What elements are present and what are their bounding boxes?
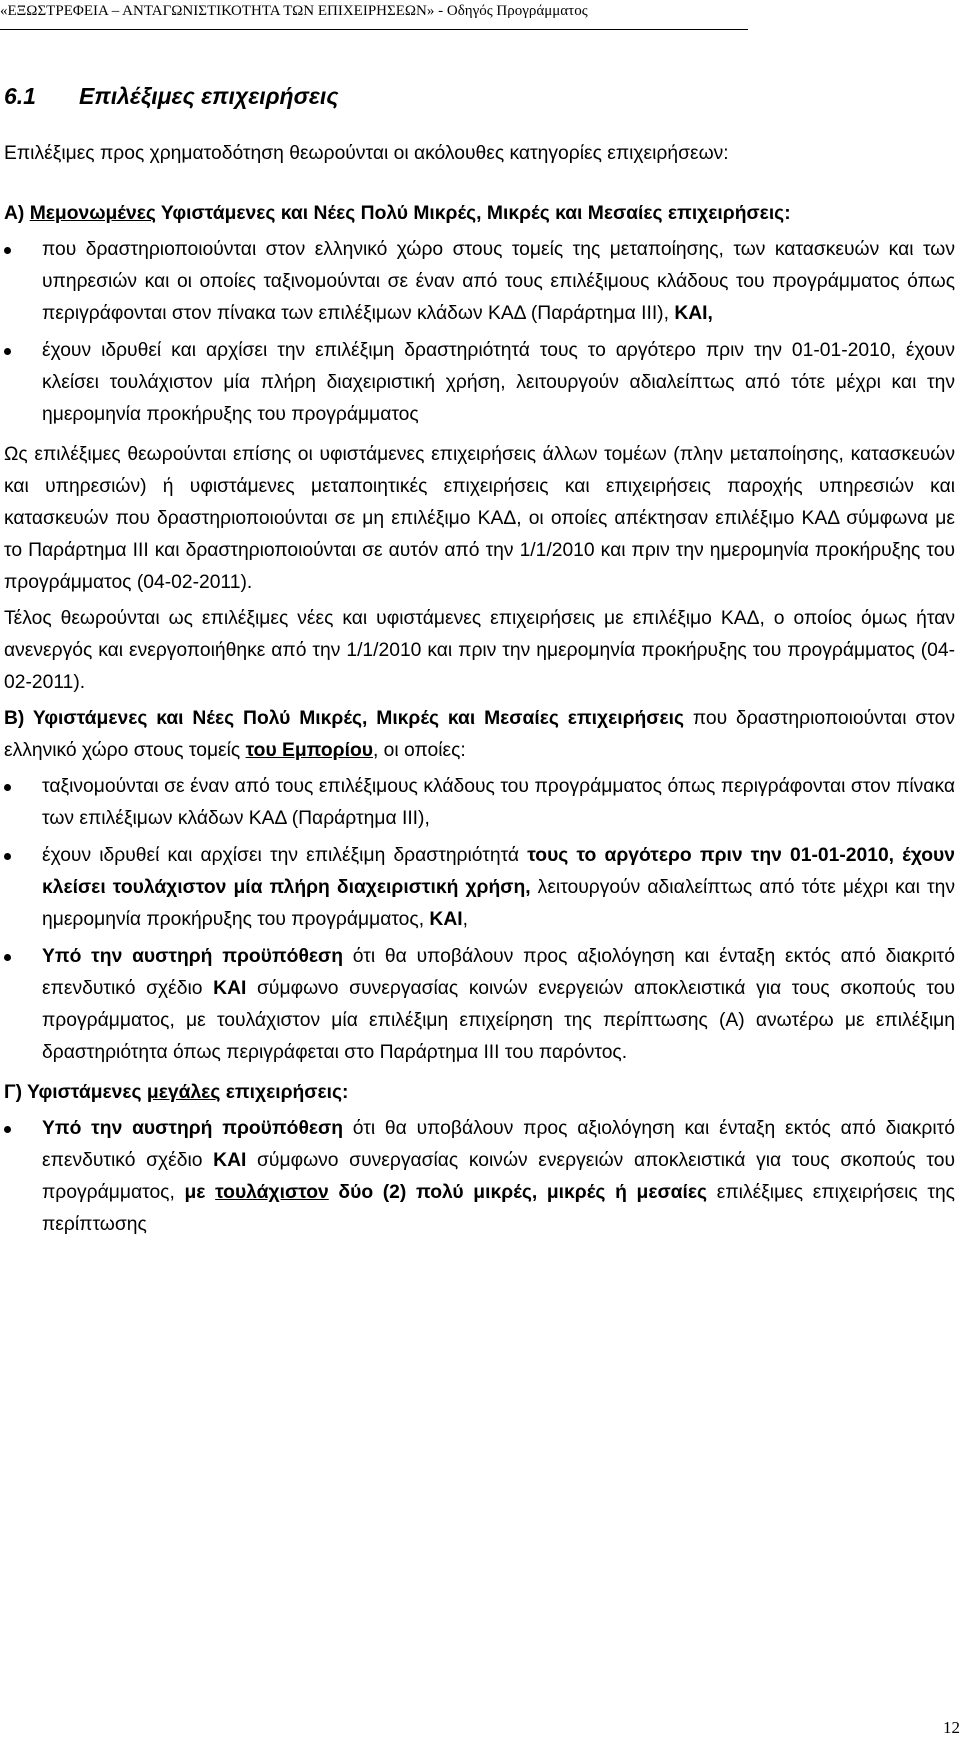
category-c-list — [0, 1113, 955, 1241]
list-item: έχουν ιδρυθεί και αρχίσει την επιλέξιμη δραστηριότητά τους το αργότερο πριν την 01-01-2010, έχουν κλείσει τουλάχιστον μία πλήρη διαχειριστική χρήση, λειτουργούν αδιαλείπτως από τότε μέχρι και την ημερομηνία προκήρυξης του προγράμματος — [0, 335, 955, 431]
category-a-underlined: Μεμονωμένες — [29, 203, 156, 224]
list-item: που δραστηριοποιούνται στον ελληνικό χώρο στους τομείς της μεταποίησης, των κατασκευών και των υπηρεσιών και οι οποίες ταξινομούνται σε έναν από τους επιλέξιμους κλάδους του προγράμματος όπως περιγράφονται στον πίνακα των επιλέξιμων κλάδων ΚΑΔ (Παράρτημα ΙΙΙ), ΚΑΙ, — [0, 234, 955, 330]
category-a-paragraph-2: Τέλος θεωρούνται ως επιλέξιμες νέες και υφιστάμενες επιχειρήσεις με επιλέξιμο ΚΑΔ, ο οποίος όμως ήταν ανενεργός και ενεργοποιήθηκε από την 1/1/2010 και πριν την ημερομηνία προκήρυξης του προγράμματος (04-02-2011). — [4, 608, 955, 693]
section-number: 6.1 — [4, 83, 36, 109]
intro-paragraph: Επιλέξιμες προς χρηματοδότηση θεωρούνται οι ακόλουθες κατηγορίες επιχειρήσεων: — [4, 143, 729, 164]
category-b-heading: Β) Υφιστάμενες και Νέες Πολύ Μικρές, Μικρές και Μεσαίες επιχειρήσεις που δραστηριοποιούνται στον ελληνικό χώρο στους τομείς του Εμπορίου, οι οποίες: — [4, 708, 955, 761]
category-c-heading: Γ) Υφιστάμενες μεγάλες επιχειρήσεις: — [4, 1082, 349, 1103]
category-a-heading: Α) Μεμονωμένες Υφιστάμενες και Νέες Πολύ Μικρές, Μικρές και Μεσαίες επιχειρήσεις: — [4, 203, 791, 224]
running-header — [0, 0, 748, 30]
category-c-underlined: μεγάλες — [146, 1082, 221, 1103]
category-a-list — [0, 234, 955, 431]
header-text: «ΕΞΩΣΤΡΕΦΕΙΑ – ΑΝΤΑΓΩΝΙΣΤΙΚΟΤΗΤΑ ΤΩΝ ΕΠΙΧΕΙΡΗΣΕΩΝ» - Οδηγός Προγράμματος — [0, 3, 588, 19]
category-b-underlined: του Εμπορίου — [245, 740, 373, 761]
list-item: Υπό την αυστηρή προϋπόθεση ότι θα υποβάλουν προς αξιολόγηση και ένταξη εκτός από διακριτό επενδυτικό σχέδιο ΚΑΙ σύμφωνο συνεργασίας κοινών ενεργειών αποκλειστικά για τους σκοπούς του προγράμματος, με τουλάχιστον μία επιλέξιμη επιχείρηση της περίπτωσης (Α) ανωτέρω με επιλέξιμη δραστηριότητα όπως περιγράφεται στο Παράρτημα ΙΙΙ του παρόντος. — [0, 941, 955, 1069]
document-body — [0, 80, 955, 1249]
list-item: έχουν ιδρυθεί και αρχίσει την επιλέξιμη δραστηριότητά τους το αργότερο πριν την 01-01-2010, έχουν κλείσει τουλάχιστον μία πλήρη διαχειριστική χρήση, λειτουργούν αδιαλείπτως από τότε μέχρι και την ημερομηνία προκήρυξης του προγράμματος, ΚΑΙ, — [0, 840, 955, 936]
section-heading — [4, 80, 955, 112]
category-b-list — [0, 771, 955, 1069]
category-a-paragraph-1: Ως επιλέξιμες θεωρούνται επίσης οι υφιστάμενες επιχειρήσεις άλλων τομέων (πλην μεταποίησης, κατασκευών και υπηρεσιών) ή υφιστάμενες μεταποιητικές επιχειρήσεις και επιχειρήσεις παροχής υπηρεσιών και κατασκευών που δραστηριοποιούνται σε μη επιλέξιμο ΚΑΔ, οι οποίες απέκτησαν επιλέξιμο ΚΑΔ σύμφωνα με το Παράρτημα ΙΙΙ και δραστηριοποιούνται σε αυτόν από την 1/1/2010 και πριν την ημερομηνία προκήρυξης του προγράμματος (04-02-2011). — [4, 444, 955, 593]
list-item: Υπό την αυστηρή προϋπόθεση ότι θα υποβάλουν προς αξιολόγηση και ένταξη εκτός από διακριτό επενδυτικό σχέδιο ΚΑΙ σύμφωνο συνεργασίας κοινών ενεργειών αποκλειστικά για τους σκοπούς του προγράμματος, με τουλάχιστον δύο (2) πολύ μικρές, μικρές ή μεσαίες επιλέξιμες επιχειρήσεις της περίπτωσης — [0, 1113, 955, 1241]
page-number: 12 — [943, 1718, 960, 1737]
list-item: ταξινομούνται σε έναν από τους επιλέξιμους κλάδους του προγράμματος όπως περιγράφονται στον πίνακα των επιλέξιμων κλάδων ΚΑΔ (Παράρτημα ΙΙΙ), — [0, 771, 955, 835]
section-title: Επιλέξιμες επιχειρήσεις — [79, 83, 339, 109]
